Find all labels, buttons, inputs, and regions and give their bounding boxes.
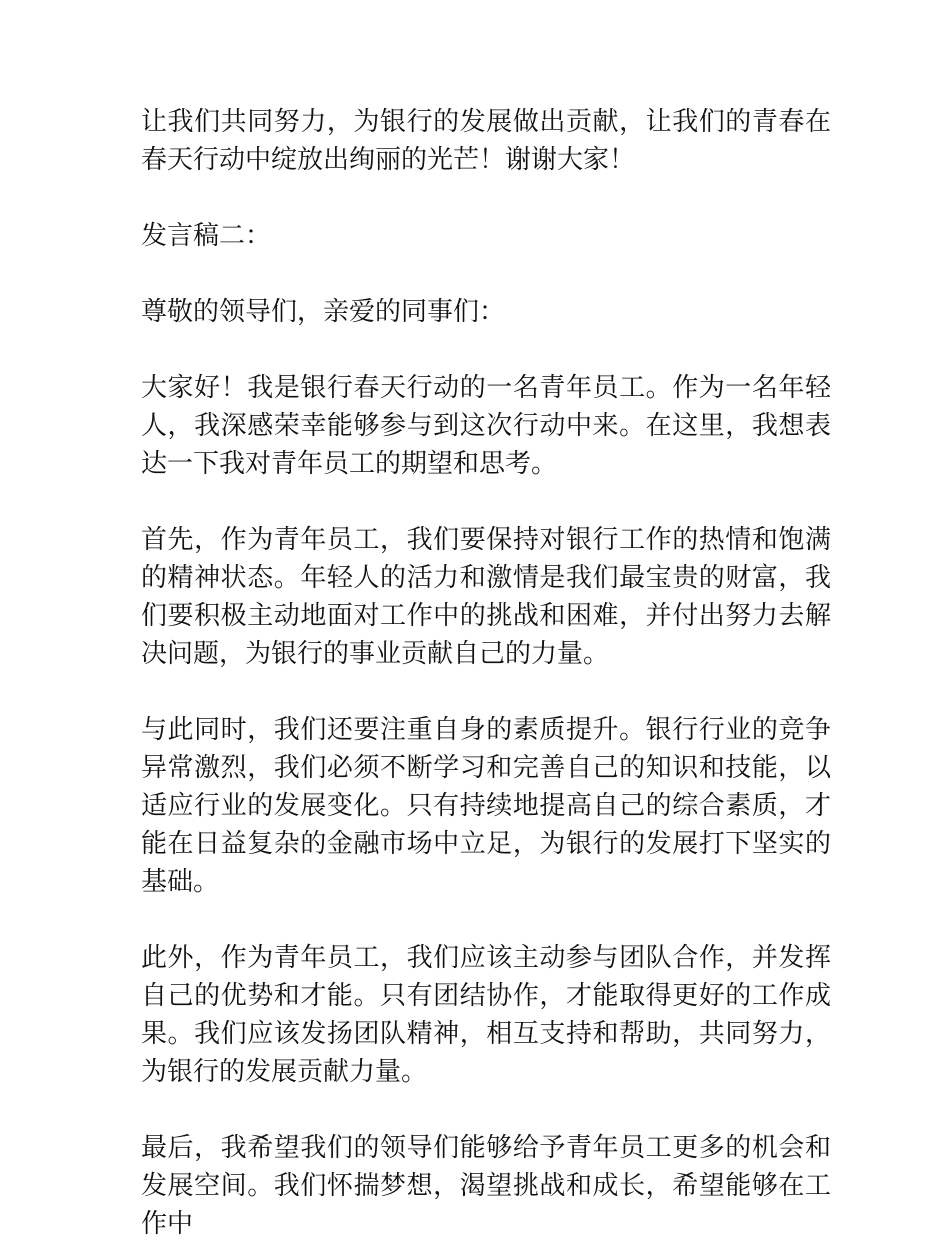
paragraph-second-point: 与此同时，我们还要注重自身的素质提升。银行行业的竞争异常激烈，我们必须不断学习和完善自己的知识和技能，以适应行业的发展变化。只有持续地提高自己的综合素质，才能在日益复杂的金融市场中立足，为银行的发展打下坚实的基础。 <box>141 715 831 897</box>
paragraph-introduction: 大家好！我是银行春天行动的一名青年员工。作为一名年轻人，我深感荣幸能够参与到这次行动中来。在这里，我想表达一下我对青年员工的期望和思考。 <box>141 373 831 479</box>
section-heading-speech-two: 发言稿二： <box>141 221 272 251</box>
document-body <box>141 103 831 1243</box>
paragraph-final-point: 最后，我希望我们的领导们能够给予青年员工更多的机会和发展空间。我们怀揣梦想，渴望挑战和成长，希望能够在工作中 <box>141 1133 831 1239</box>
paragraph-first-point: 首先，作为青年员工，我们要保持对银行工作的热情和饱满的精神状态。年轻人的活力和激情是我们最宝贵的财富，我们要积极主动地面对工作中的挑战和困难，并付出努力去解决问题，为银行的事业贡献自己的力量。 <box>141 525 831 669</box>
paragraph-closing-remarks: 让我们共同努力，为银行的发展做出贡献，让我们的青春在春天行动中绽放出绚丽的光芒！谢谢大家！ <box>141 107 831 175</box>
salutation: 尊敬的领导们，亲爱的同事们： <box>141 297 506 327</box>
paragraph-third-point: 此外，作为青年员工，我们应该主动参与团队合作，并发挥自己的优势和才能。只有团结协作，才能取得更好的工作成果。我们应该发扬团队精神，相互支持和帮助，共同努力，为银行的发展贡献力量。 <box>141 943 831 1087</box>
